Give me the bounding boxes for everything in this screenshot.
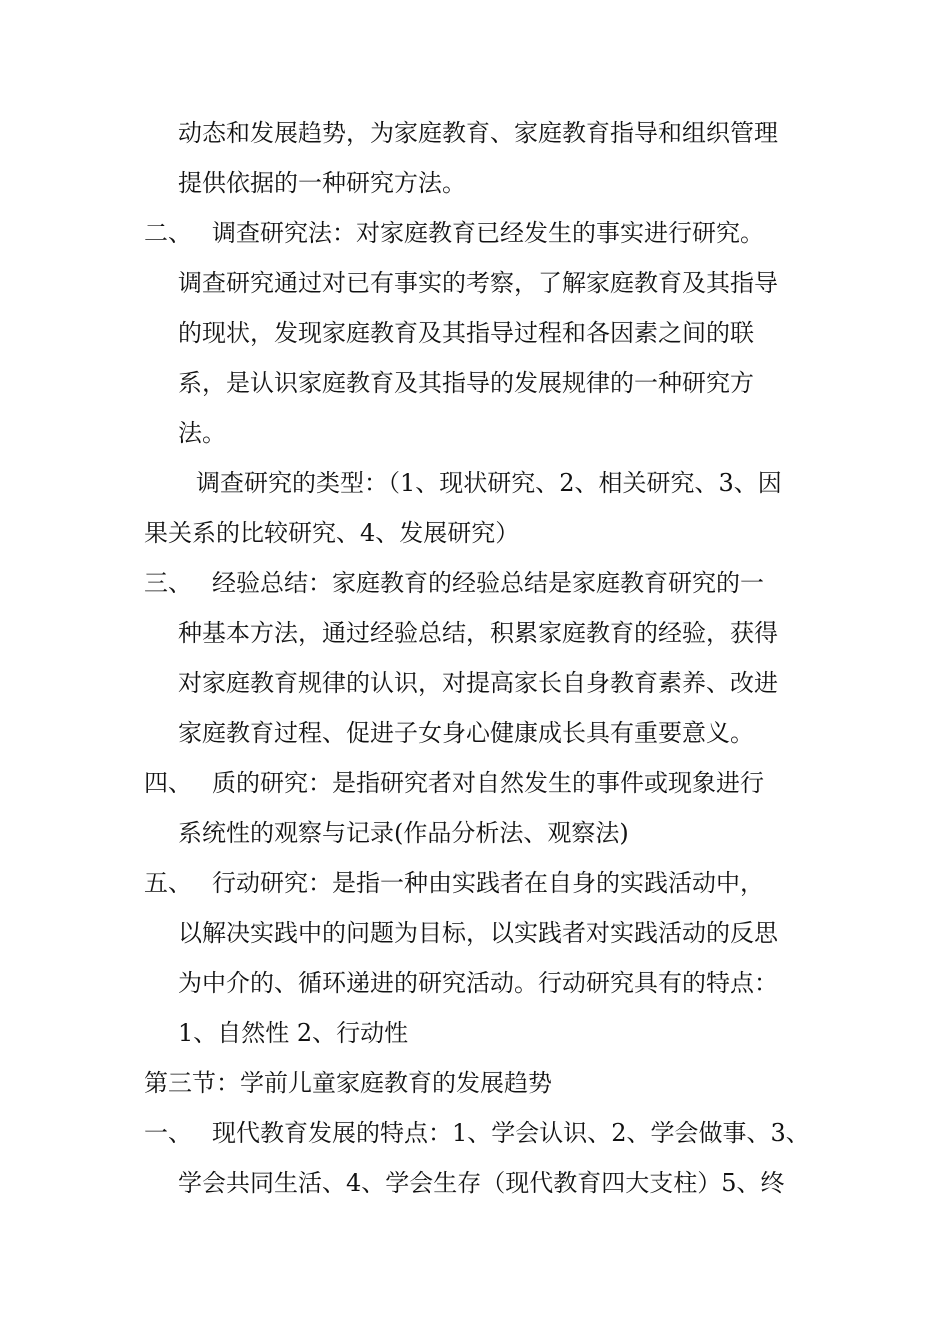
item-5-line-3: 为中介的、循环递进的研究活动。行动研究具有的特点： [178, 969, 778, 997]
item-3-line-1: 经验总结：家庭教育的经验总结是家庭教育研究的一 [212, 569, 764, 597]
item-2-line-5: 法。 [178, 419, 226, 447]
types-line-1: 调查研究的类型：（1、现状研究、2、相关研究、3、因 [196, 469, 782, 497]
item-3-line-2: 种基本方法，通过经验总结，积累家庭教育的经验，获得 [178, 619, 778, 647]
item-5-line-1: 行动研究：是指一种由实践者在自身的实践活动中， [212, 869, 764, 897]
intro-line-2: 提供依据的一种研究方法。 [178, 169, 466, 197]
item-2-line-1: 调查研究法：对家庭教育已经发生的事实进行研究。 [212, 219, 764, 247]
item-3-line-3: 对家庭教育规律的认识，对提高家长自身教育素养、改进 [178, 669, 778, 697]
item-5-line-4: 1、自然性 2、行动性 [178, 1019, 409, 1047]
item-4-line-2: 系统性的观察与记录(作品分析法、观察法) [178, 819, 629, 847]
section-heading: 第三节：学前儿童家庭教育的发展趋势 [144, 1069, 552, 1097]
section-item-number-1: 一、 [144, 1119, 192, 1147]
item-2-line-4: 系，是认识家庭教育及其指导的发展规律的一种研究方 [178, 369, 754, 397]
item-3-line-4: 家庭教育过程、促进子女身心健康成长具有重要意义。 [178, 719, 754, 747]
section-item-1-line-2: 学会共同生活、4、学会生存（现代教育四大支柱）5、终 [178, 1169, 785, 1197]
item-number-2: 二、 [144, 219, 192, 247]
item-number-3: 三、 [144, 569, 192, 597]
types-line-2: 果关系的比较研究、4、发展研究） [144, 519, 520, 547]
item-2-line-2: 调查研究通过对已有事实的考察，了解家庭教育及其指导 [178, 269, 778, 297]
section-item-1-line-1: 现代教育发展的特点：1、学会认识、2、学会做事、3、 [212, 1119, 810, 1147]
item-number-4: 四、 [144, 769, 192, 797]
item-number-5: 五、 [144, 869, 192, 897]
intro-line-1: 动态和发展趋势，为家庭教育、家庭教育指导和组织管理 [178, 119, 778, 147]
item-5-line-2: 以解决实践中的问题为目标，以实践者对实践活动的反思 [178, 919, 778, 947]
item-4-line-1: 质的研究：是指研究者对自然发生的事件或现象进行 [212, 769, 764, 797]
item-2-line-3: 的现状，发现家庭教育及其指导过程和各因素之间的联 [178, 319, 754, 347]
